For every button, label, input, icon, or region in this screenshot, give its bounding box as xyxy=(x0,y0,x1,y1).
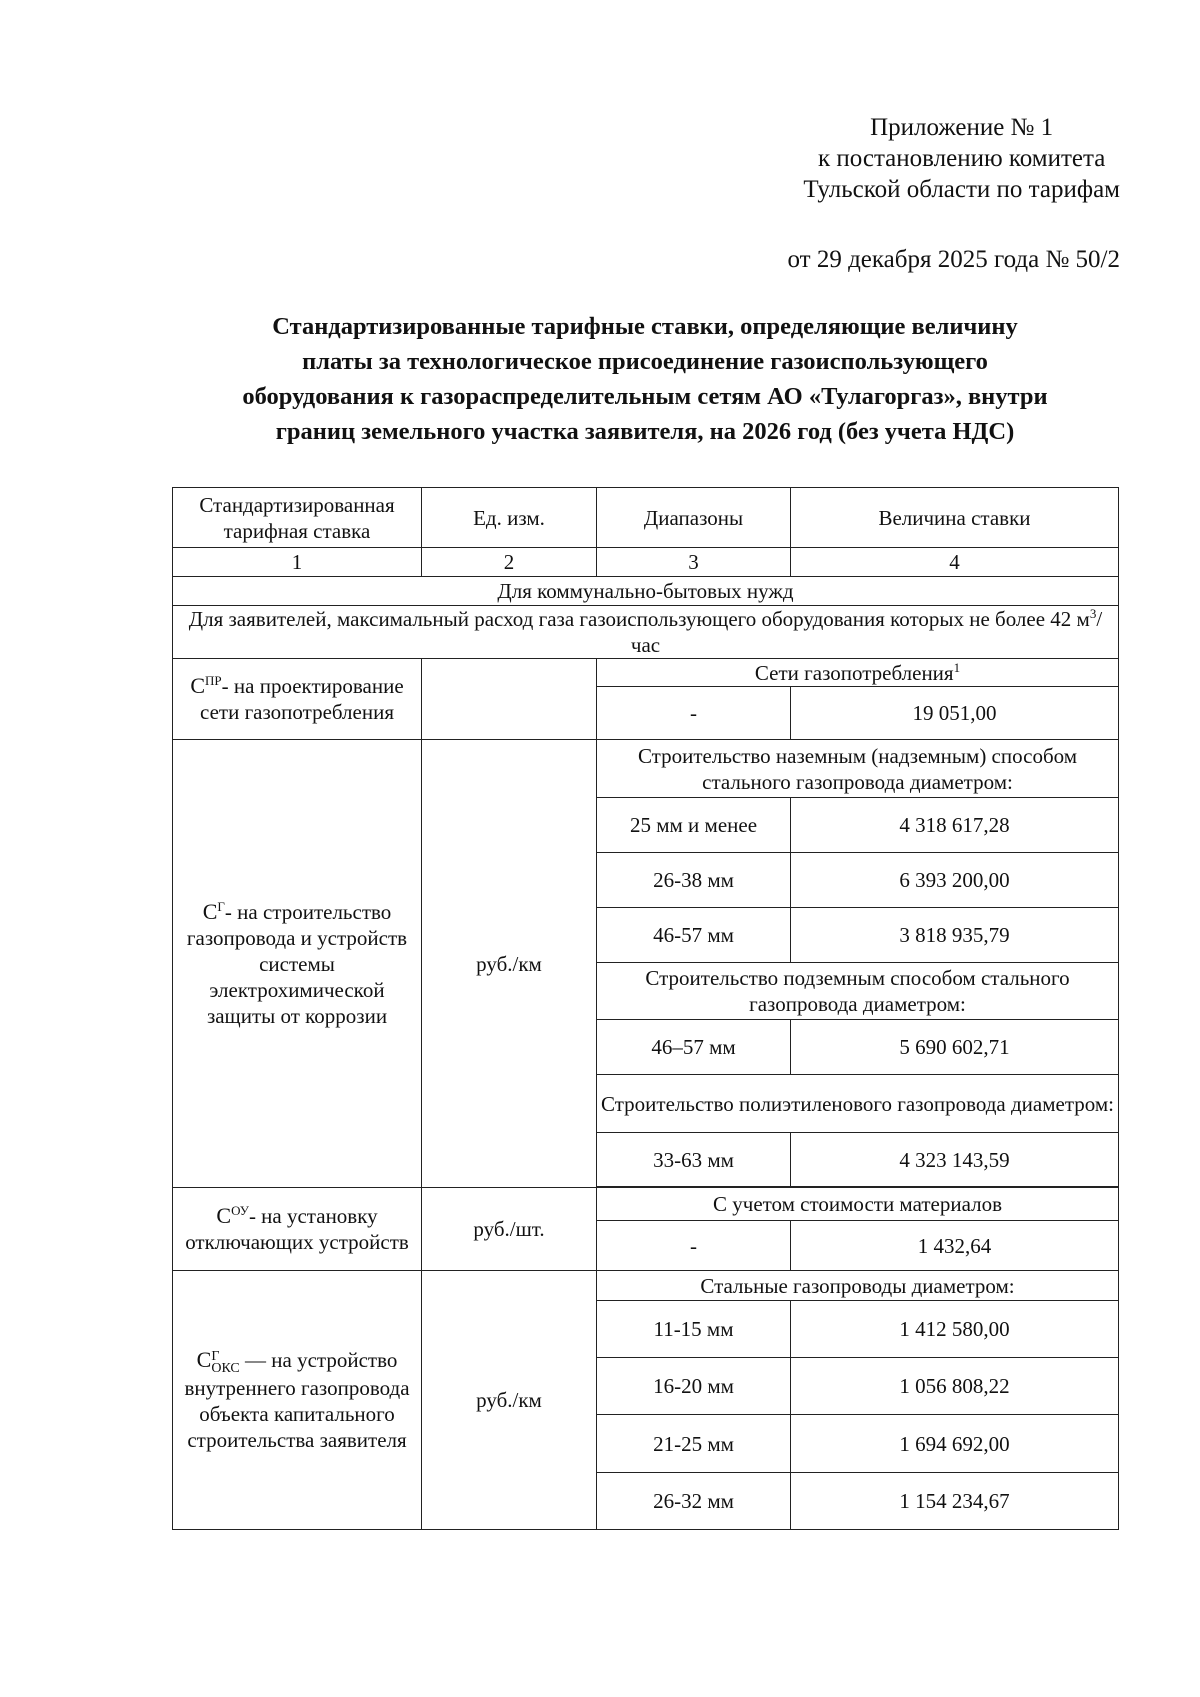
header-value: Величина ставки xyxy=(791,488,1119,548)
rate-g-group-2: Строительство подземным способом стального газопровода диаметром: xyxy=(597,963,1119,1020)
rate-oks-sub: ОКС xyxy=(211,1360,240,1376)
appendix-committee: Тульской области по тарифам xyxy=(803,176,1120,203)
title-line-2: платы за технологическое присоединение газоиспользующего xyxy=(302,348,988,375)
rate-ou-sup: ОУ xyxy=(231,1203,249,1218)
rate-g-range: 25 мм и менее xyxy=(597,798,791,853)
rate-pr-range: - xyxy=(597,687,791,740)
rates-table xyxy=(172,487,1119,1530)
table-row xyxy=(173,659,1119,687)
rate-ou-desc: - на установку отключающих устройств xyxy=(185,1204,409,1254)
col-number-3: 3 xyxy=(597,548,791,577)
rate-oks-value: 1 154 234,67 xyxy=(791,1473,1119,1530)
column-number-row xyxy=(173,548,1119,577)
rate-g-symbol: С xyxy=(202,898,218,924)
subsection-row xyxy=(173,606,1119,659)
rate-ou-cell xyxy=(173,1188,422,1271)
rate-g-sup: Г xyxy=(217,898,225,914)
rate-oks-sup: Г xyxy=(211,1348,220,1364)
rate-oks-symbol: С xyxy=(196,1347,212,1373)
rate-g-group-3: Строительство полиэтиленового газопровода диаметром: xyxy=(597,1075,1119,1133)
rate-oks-indices xyxy=(211,1348,240,1376)
title-line-1: Стандартизированные тарифные ставки, определяющие величину xyxy=(272,313,1018,340)
appendix-number: Приложение № 1 xyxy=(870,114,1054,141)
rate-oks-cell xyxy=(173,1271,422,1530)
rate-oks-range: 26-32 мм xyxy=(597,1473,791,1530)
rate-oks-range: 11-15 мм xyxy=(597,1301,791,1358)
rate-oks-value: 1 056 808,22 xyxy=(791,1358,1119,1415)
subsection-title xyxy=(173,606,1119,659)
col-number-1: 1 xyxy=(173,548,422,577)
rate-oks-desc: — на устройство внутреннего газопровода объекта капитального строительства заявителя xyxy=(184,1348,410,1452)
rate-pr-value: 19 051,00 xyxy=(791,687,1119,740)
table-row xyxy=(173,1271,1119,1301)
rate-oks-value: 1 694 692,00 xyxy=(791,1415,1119,1473)
document-title xyxy=(170,309,1120,449)
rate-g-range: 46–57 мм xyxy=(597,1020,791,1075)
table-header-row xyxy=(173,488,1119,548)
rate-pr-symbol: С xyxy=(190,673,206,698)
rate-pr-group xyxy=(597,659,1119,687)
rate-pr-group-sup: 1 xyxy=(953,659,961,675)
header-range: Диапазоны xyxy=(597,488,791,548)
title-line-3: оборудования к газораспределительным сетям АО «Тулагоргаз», внутри xyxy=(242,383,1048,410)
table-row xyxy=(173,740,1119,798)
rate-g-group-1: Строительство наземным (надземным) способом стального газопровода диаметром: xyxy=(597,740,1119,798)
rate-g-unit: руб./км xyxy=(422,740,597,1188)
rate-g-range: 46-57 мм xyxy=(597,908,791,963)
rate-oks-range: 21-25 мм xyxy=(597,1415,791,1473)
rate-ou-group: С учетом стоимости материалов xyxy=(597,1188,1119,1221)
rate-g-value: 3 818 935,79 xyxy=(791,908,1119,963)
rate-ou-value: 1 432,64 xyxy=(791,1221,1119,1271)
col-number-2: 2 xyxy=(422,548,597,577)
appendix-header xyxy=(803,112,1120,205)
rate-ou-unit: руб./шт. xyxy=(422,1188,597,1271)
section-row xyxy=(173,577,1119,606)
rate-pr-unit xyxy=(422,659,597,740)
subsection-sup: 3 xyxy=(1089,606,1097,621)
rate-oks-range: 16-20 мм xyxy=(597,1358,791,1415)
rate-pr-sup: ПР xyxy=(205,673,222,688)
title-line-4: границ земельного участка заявителя, на 2026 год (без учета НДС) xyxy=(275,418,1015,445)
rate-ou-range: - xyxy=(597,1221,791,1271)
rate-pr-group-text: Сети газопотребления xyxy=(754,660,954,685)
rate-g-cell xyxy=(173,740,422,1188)
subsection-text: Для заявителей, максимальный расход газа газоиспользующего оборудования которых не более 42 м xyxy=(188,607,1090,631)
rate-g-value: 6 393 200,00 xyxy=(791,853,1119,908)
appendix-resolution: к постановлению комитета xyxy=(817,145,1106,172)
rate-g-value: 5 690 602,71 xyxy=(791,1020,1119,1075)
rate-g-value: 4 318 617,28 xyxy=(791,798,1119,853)
rate-oks-group: Стальные газопроводы диаметром: xyxy=(597,1271,1119,1301)
rate-pr-cell xyxy=(173,659,422,740)
rate-g-range: 26-38 мм xyxy=(597,853,791,908)
rate-g-range: 33-63 мм xyxy=(597,1133,791,1187)
table-row xyxy=(173,1188,1119,1221)
header-rate: Стандартизированная тарифная ставка xyxy=(173,488,422,548)
section-title: Для коммунально-бытовых нужд xyxy=(173,577,1119,606)
rate-ou-symbol: С xyxy=(216,1203,232,1228)
resolution-date: от 29 декабря 2025 года № 50/2 xyxy=(787,246,1120,273)
rate-g-value: 4 323 143,59 xyxy=(791,1133,1119,1187)
rate-g-desc: - на строительство газопровода и устройств системы электрохимической защиты от коррозии xyxy=(186,899,408,1028)
rate-pr-desc: - на проектирование сети газопотребления xyxy=(200,674,404,724)
col-number-4: 4 xyxy=(791,548,1119,577)
rate-oks-unit: руб./км xyxy=(422,1271,597,1530)
header-unit: Ед. изм. xyxy=(422,488,597,548)
rate-oks-value: 1 412 580,00 xyxy=(791,1301,1119,1358)
subsection-unit: /час xyxy=(630,607,1103,657)
